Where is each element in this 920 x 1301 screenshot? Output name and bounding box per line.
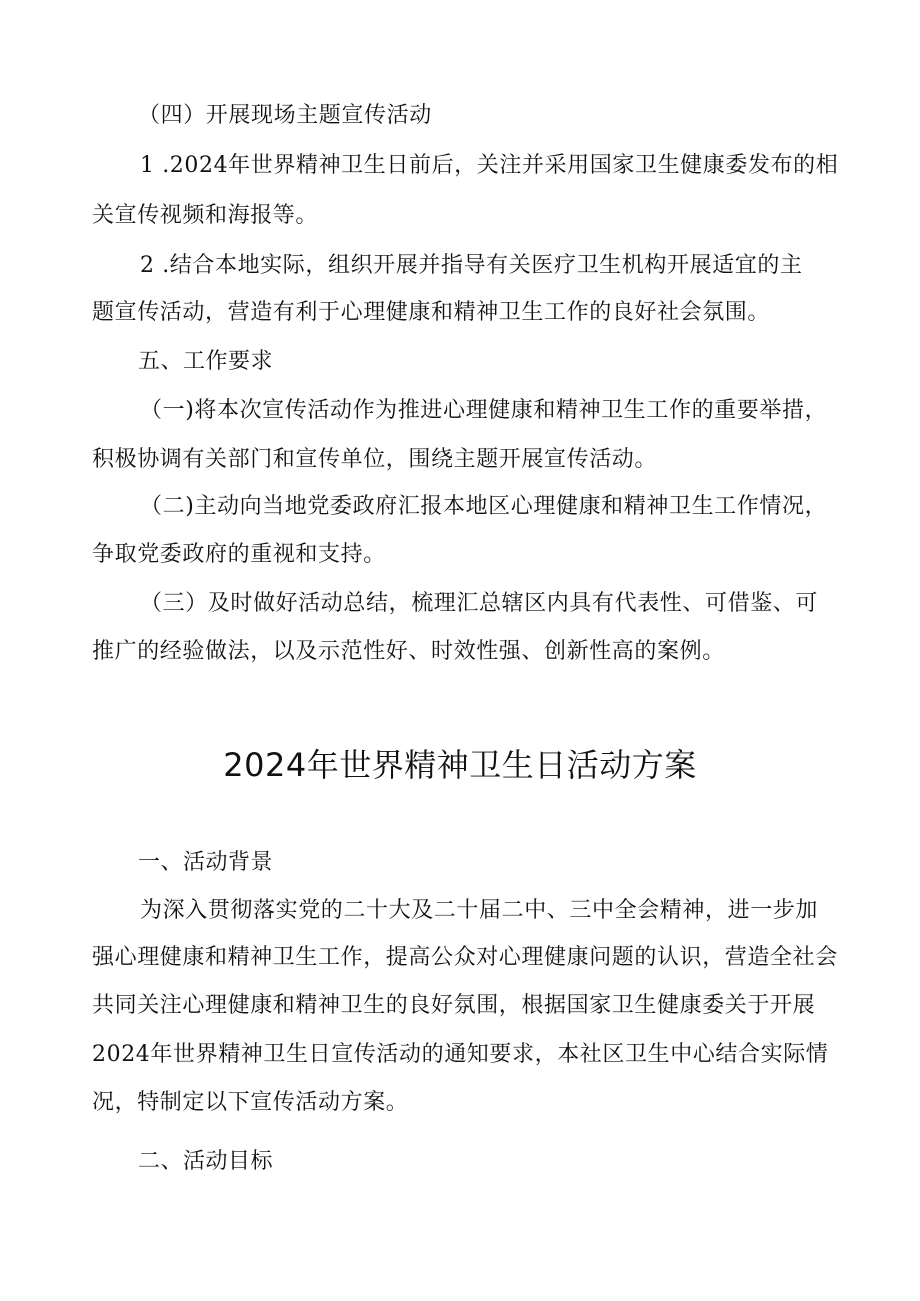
background-line-1: 为深入贯彻落实党的二十大及二十届二中、三中全会精神，进一步加 — [140, 898, 819, 923]
item-2-line-2: 题宣传活动，营造有利于心理健康和精神卫生工作的良好社会氛围。 — [92, 300, 771, 325]
item-2-line-1: 2 .结合本地实际，组织开展并指导有关医疗卫生机构开展适宜的主 — [140, 253, 803, 278]
background-line-4: 2024年世界精神卫生日宣传活动的通知要求，本社区卫生中心结合实际情 — [92, 1042, 829, 1067]
item-1-line-1: 1 .2024年世界精神卫生日前后，关注并采用国家卫生健康委发布的相 — [140, 153, 839, 178]
subsection-heading-four: （四）开展现场主题宣传活动 — [138, 103, 432, 128]
background-line-2: 强心理健康和精神卫生工作，提高公众对心理健康问题的认识，营造全社会 — [92, 945, 838, 970]
requirement-3-line-2: 推广的经验做法，以及示范性好、时效性强、创新性高的案例。 — [92, 639, 725, 664]
requirement-1-line-2: 积极协调有关部门和宣传单位，围绕主题开展宣传活动。 — [92, 447, 658, 472]
background-line-3: 共同关注心理健康和精神卫生的良好氛围，根据国家卫生健康委关于开展 — [92, 993, 816, 1018]
item-1-line-2: 关宣传视频和海报等。 — [92, 203, 319, 228]
requirement-2-line-1: （二)主动向当地党委政府汇报本地区心理健康和精神卫生工作情况， — [140, 494, 828, 519]
background-line-5: 况，特制定以下宣传活动方案。 — [92, 1090, 409, 1115]
requirement-1-line-1: （一)将本次宣传活动作为推进心理健康和精神卫生工作的重要举措， — [140, 398, 828, 423]
document-title: 2024年世界精神卫生日活动方案 — [223, 746, 697, 784]
requirement-2-line-2: 争取党委政府的重视和支持。 — [92, 542, 386, 567]
section-heading-one: 一、活动背景 — [138, 850, 274, 875]
section-heading-two: 二、活动目标 — [138, 1149, 274, 1174]
requirement-3-line-1: （三）及时做好活动总结，梳理汇总辖区内具有代表性、可借鉴、可 — [140, 591, 819, 616]
section-heading-five: 五、工作要求 — [138, 349, 274, 374]
